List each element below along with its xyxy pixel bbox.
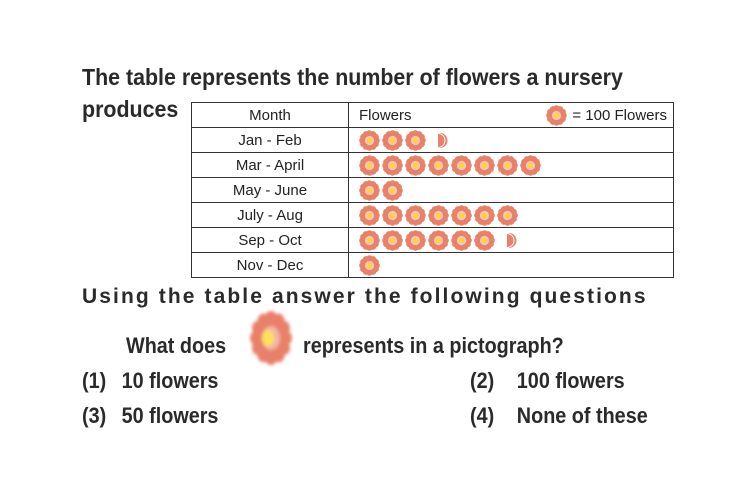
flower-icon (359, 130, 380, 151)
flower-icon (474, 205, 495, 226)
flowers-cell (349, 178, 674, 203)
table-row (192, 178, 674, 203)
flower-icon (428, 205, 449, 226)
flowers-cell (349, 128, 674, 153)
flower-icon (359, 205, 380, 226)
flower-icon (451, 230, 472, 251)
month-cell: Jan - Feb (192, 128, 349, 153)
flower-icon-large (248, 307, 294, 369)
half-flower-icon (507, 230, 517, 251)
flower-icon (474, 155, 495, 176)
option-3-number: (3) (82, 403, 107, 428)
flower-icon (359, 230, 380, 251)
flower-icon (428, 230, 449, 251)
flower-icon (359, 180, 380, 201)
flower-icon (474, 230, 495, 251)
table-row (192, 228, 674, 253)
option-1-label: 10 flowers (121, 368, 219, 393)
table-row (192, 203, 674, 228)
flowers-cell (349, 153, 674, 178)
option-1-number: (1) (82, 368, 107, 393)
table-row (192, 153, 674, 178)
question-text-after: represents in a pictograph? (303, 333, 564, 358)
flower-icon (359, 255, 380, 276)
flower-icon (405, 155, 426, 176)
table-header-row (192, 103, 674, 128)
month-cell: Sep - Oct (192, 228, 349, 253)
month-cell: Mar - April (192, 153, 349, 178)
month-header: Month (192, 103, 349, 128)
option-3-label: 50 flowers (121, 403, 219, 428)
flower-icon (520, 155, 541, 176)
option-3[interactable] (82, 403, 218, 429)
flower-icon (405, 130, 426, 151)
flower-icon (405, 230, 426, 251)
option-4-number: (4) (470, 403, 495, 428)
question-text-before: What does (126, 333, 227, 358)
option-2-label: 100 flowers (516, 368, 625, 393)
table-row (192, 253, 674, 278)
flower-icon (451, 205, 472, 226)
flower-icon (382, 205, 403, 226)
flower-icon (382, 155, 403, 176)
flower-icon (428, 155, 449, 176)
month-cell: Nov - Dec (192, 253, 349, 278)
half-flower-icon (438, 130, 448, 151)
flower-icon (546, 105, 567, 126)
option-1[interactable] (82, 368, 218, 394)
flower-icon (405, 205, 426, 226)
flowers-header-cell (349, 103, 674, 128)
option-4[interactable] (470, 403, 648, 429)
flower-icon (382, 230, 403, 251)
flower-icon (497, 205, 518, 226)
flowers-cell (349, 228, 674, 253)
flowers-header: Flowers (359, 106, 412, 124)
flower-icon (359, 155, 380, 176)
flowers-cell (349, 253, 674, 278)
option-4-label: None of these (516, 403, 648, 428)
flower-icon (451, 155, 472, 176)
option-2-number: (2) (470, 368, 495, 393)
option-2[interactable] (470, 368, 625, 394)
table-row (192, 128, 674, 153)
flower-icon (382, 180, 403, 201)
flower-icon (382, 130, 403, 151)
month-cell: July - Aug (192, 203, 349, 228)
heading-line-1: The table represents the number of flowers a nursery (82, 64, 623, 90)
pictograph-key (546, 105, 667, 126)
flower-icon (497, 155, 518, 176)
flowers-cell (349, 203, 674, 228)
instruction-text: Using the table answer the following questions (82, 285, 648, 308)
month-cell: May - June (192, 178, 349, 203)
key-label: = 100 Flowers (572, 106, 667, 124)
heading-line-2: produces (82, 96, 179, 122)
pictograph-table (191, 102, 674, 278)
